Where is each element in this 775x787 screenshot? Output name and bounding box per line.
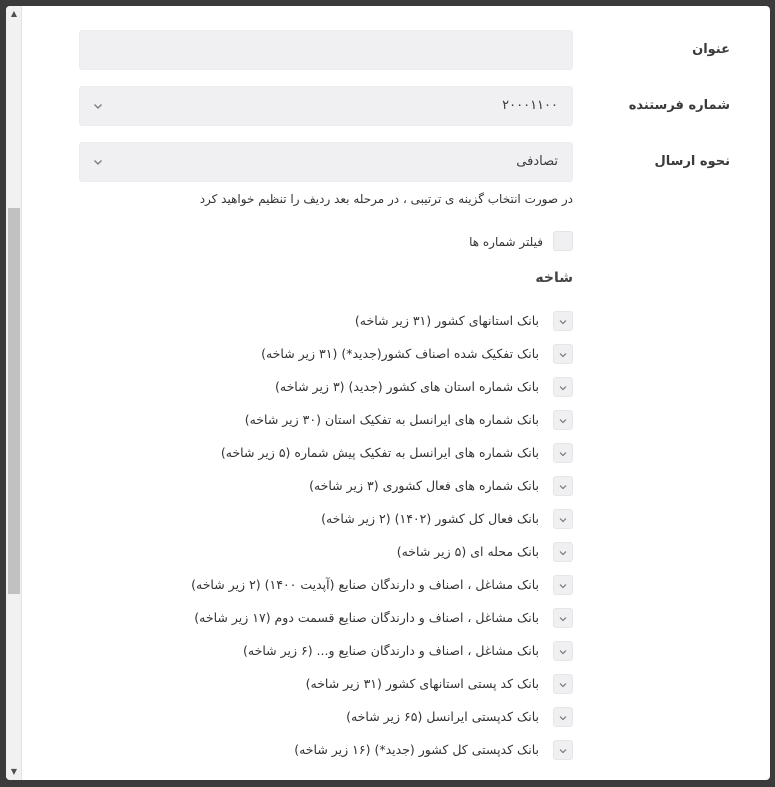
scrollbar-thumb[interactable] <box>8 208 20 594</box>
branch-label: بانک کد پستی استانهای کشور (۳۱ زیر شاخه) <box>305 676 539 691</box>
filter-numbers-label: فیلتر شماره ها <box>469 235 543 249</box>
branch-label: بانک فعال کل کشور (۱۴۰۲) (۲ زیر شاخه) <box>321 511 539 526</box>
expand-branch-button[interactable] <box>553 509 573 529</box>
chevron-down-icon <box>558 449 568 459</box>
expand-branch-button[interactable] <box>553 641 573 661</box>
title-input[interactable] <box>79 30 573 70</box>
branch-label: بانک استانهای کشور (۳۱ زیر شاخه) <box>354 313 539 328</box>
chevron-down-icon <box>558 317 568 327</box>
chevron-down-icon <box>558 680 568 690</box>
expand-branch-button[interactable] <box>553 707 573 727</box>
chevron-down-icon <box>558 548 568 558</box>
chevron-down-icon <box>558 515 568 525</box>
expand-branch-button[interactable] <box>553 674 573 694</box>
expand-branch-button[interactable] <box>553 575 573 595</box>
filter-numbers-checkbox[interactable] <box>553 231 573 251</box>
form-content <box>22 6 770 780</box>
chevron-down-icon <box>558 482 568 492</box>
method-label: نحوه ارسال <box>654 154 730 169</box>
sender-select-value: ۲۰۰۰۱۱۰۰ <box>502 98 558 113</box>
method-select[interactable] <box>79 142 573 182</box>
sender-label: شماره فرستنده <box>628 98 730 113</box>
scroll-up-icon[interactable]: ▲ <box>10 9 18 18</box>
expand-branch-button[interactable] <box>553 344 573 364</box>
expand-branch-button[interactable] <box>553 443 573 463</box>
expand-branch-button[interactable] <box>553 476 573 496</box>
expand-branch-button[interactable] <box>553 740 573 760</box>
branch-label: بانک مشاغل ، اصناف و دارندگان صنایع قسمت دوم (۱۷ زیر شاخه) <box>194 610 539 625</box>
branch-label: بانک شماره های ایرانسل به تفکیک پیش شماره (۵ زیر شاخه) <box>220 445 539 460</box>
expand-branch-button[interactable] <box>553 410 573 430</box>
scroll-down-icon[interactable]: ▼ <box>10 767 18 776</box>
chevron-down-icon <box>558 713 568 723</box>
chevron-down-icon <box>92 156 104 168</box>
chevron-down-icon <box>558 350 568 360</box>
expand-branch-button[interactable] <box>553 542 573 562</box>
branch-label: بانک شماره استان های کشور (جدید) (۳ زیر شاخه) <box>274 379 539 394</box>
branch-label: بانک تفکیک شده اصناف کشور(جدید*) (۳۱ زیر شاخه) <box>261 346 539 361</box>
sender-select[interactable] <box>79 86 573 126</box>
method-hint: در صورت انتخاب گزینه ی ترتیبی ، در مرحله بعد ردیف را تنظیم خواهید کرد <box>199 192 573 206</box>
modal-dialog <box>6 6 770 780</box>
branch-label: بانک شماره های ایرانسل به تفکیک استان (۳۰ زیر شاخه) <box>244 412 539 427</box>
expand-branch-button[interactable] <box>553 311 573 331</box>
branch-label: بانک کدپستی ایرانسل (۶۵ زیر شاخه) <box>346 709 539 724</box>
chevron-down-icon <box>558 581 568 591</box>
title-row <box>22 30 770 70</box>
chevron-down-icon <box>558 383 568 393</box>
chevron-down-icon <box>558 647 568 657</box>
method-select-value: تصادفی <box>516 154 558 169</box>
expand-branch-button[interactable] <box>553 377 573 397</box>
branch-label: بانک کدپستی کل کشور (جدید*) (۱۶ زیر شاخه) <box>294 742 539 757</box>
vertical-scrollbar[interactable] <box>6 6 22 780</box>
branch-section-title: شاخه <box>535 270 573 286</box>
chevron-down-icon <box>558 416 568 426</box>
chevron-down-icon <box>558 746 568 756</box>
branch-label: بانک مشاغل ، اصناف و دارندگان صنایع (آپدیت ۱۴۰۰) (۲ زیر شاخه) <box>191 577 539 592</box>
branch-label: بانک شماره های فعال کشوری (۳ زیر شاخه) <box>309 478 539 493</box>
expand-branch-button[interactable] <box>553 608 573 628</box>
title-label: عنوان <box>692 42 730 57</box>
chevron-down-icon <box>92 100 104 112</box>
branch-label: بانک محله ای (۵ زیر شاخه) <box>396 544 539 559</box>
branch-label: بانک مشاغل ، اصناف و دارندگان صنایع و... (۶ زیر شاخه) <box>243 643 539 658</box>
method-row <box>22 142 770 182</box>
sender-row <box>22 86 770 126</box>
chevron-down-icon <box>558 614 568 624</box>
